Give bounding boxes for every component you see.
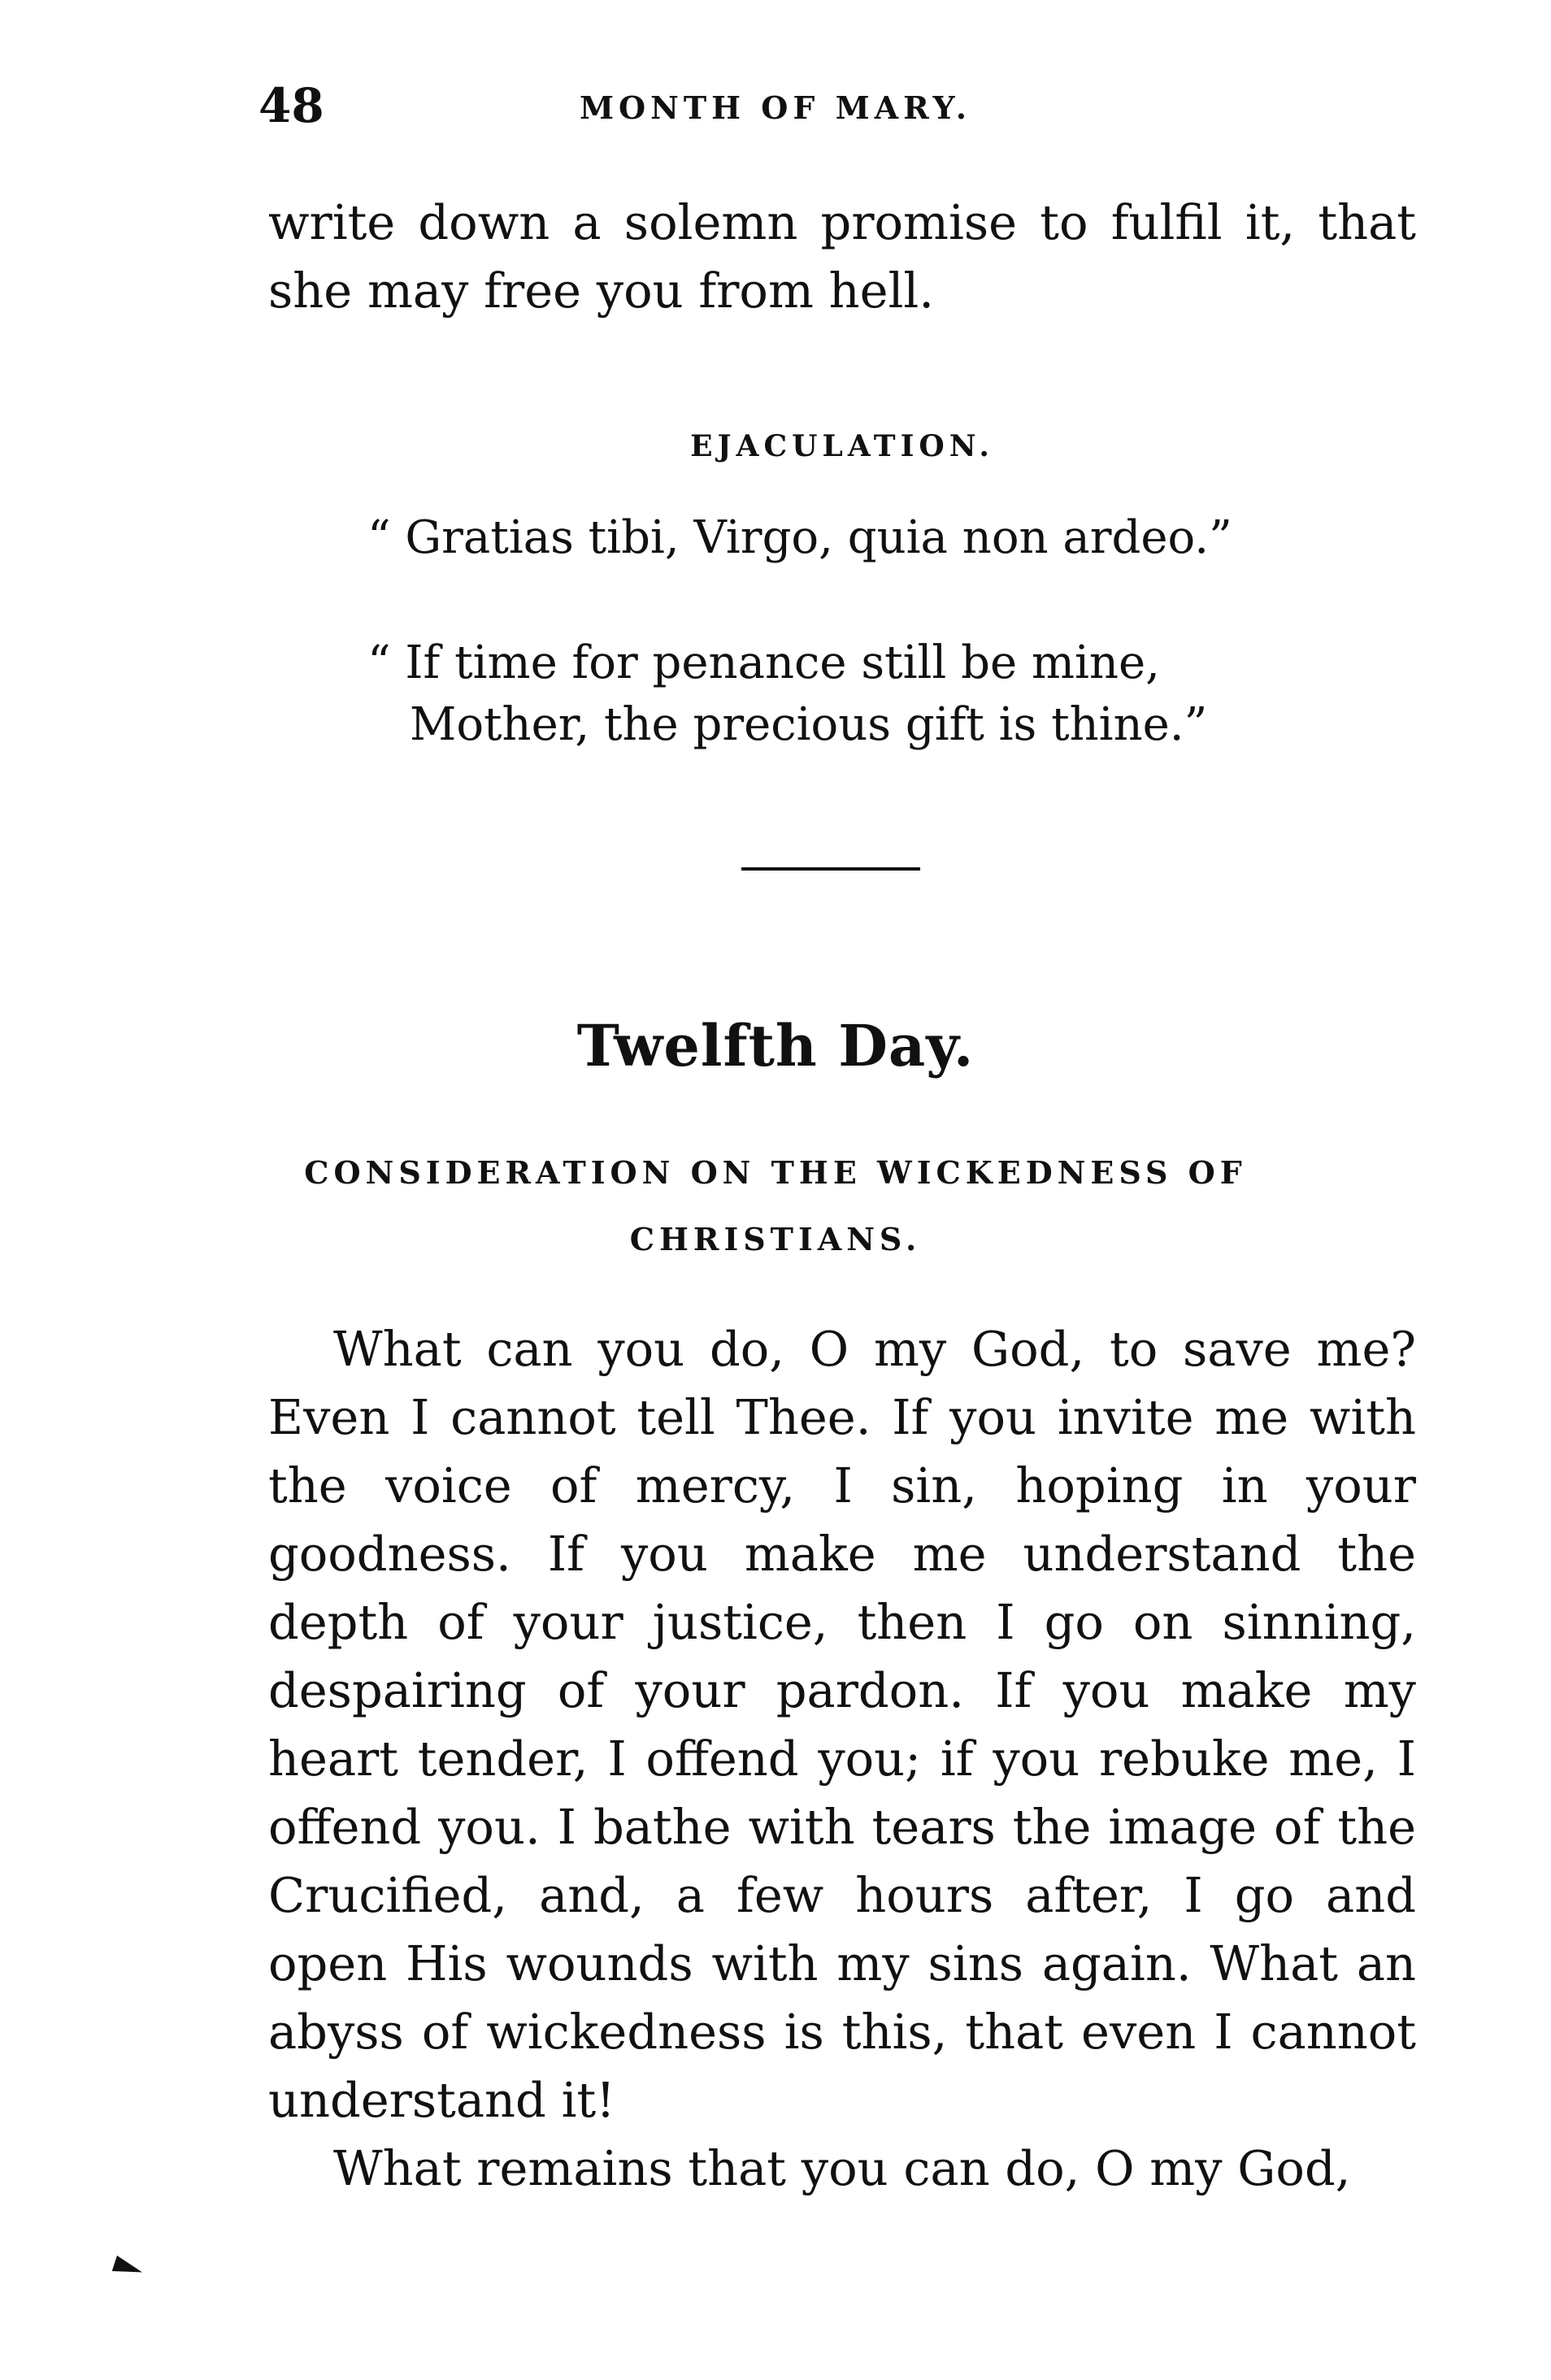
page-header	[0, 78, 1551, 135]
body-text	[268, 1315, 1416, 2203]
section-divider	[741, 867, 920, 871]
day-title: Twelfth Day.	[576, 1012, 975, 1079]
opening-text	[268, 189, 1416, 325]
body-paragraph: What can you do, O my God, to save me? Even I cannot tell Thee. If you invite me with the voice of mercy, I sin, hoping in your goodness. If you make me understand the depth of your justice, then I go on sinning, despairing of your pardon. If you make my heart tender, I offend you; if you rebuke me, I offend you. I bathe with tears the image of the Crucified, and, a few hours after, I go and open His wounds with my sins again. What an abyss of wickedness is this, that even I cannot understand it!	[268, 1321, 1416, 2128]
verse	[367, 632, 1207, 756]
opening-line-2: she may free you from hell.	[268, 263, 935, 319]
body-paragraph-continued: What remains that you can do, O my God,	[333, 2140, 1351, 2196]
arrow-mark-icon	[112, 2256, 145, 2280]
ejaculation-heading: EJACULATION.	[690, 429, 994, 463]
page-number: 48	[258, 78, 324, 133]
ejaculation-section	[268, 429, 1416, 463]
verse-line-1: “ If time for penance still be mine,	[367, 636, 1160, 689]
latin-ejaculation: “ Gratias tibi, Virgo, quia non ardeo.”	[367, 511, 1232, 564]
verse-line-2: Mother, the precious gift is thine.”	[410, 698, 1208, 751]
consideration-heading-line-2: CHRISTIANS.	[629, 1221, 922, 1257]
opening-line-1: write down a solemn promise to fulfil it, that	[268, 194, 1416, 250]
running-title: MONTH OF MARY.	[579, 89, 972, 126]
consideration-heading-line-1: CONSIDERATION ON THE WICKEDNESS OF	[304, 1154, 1247, 1191]
